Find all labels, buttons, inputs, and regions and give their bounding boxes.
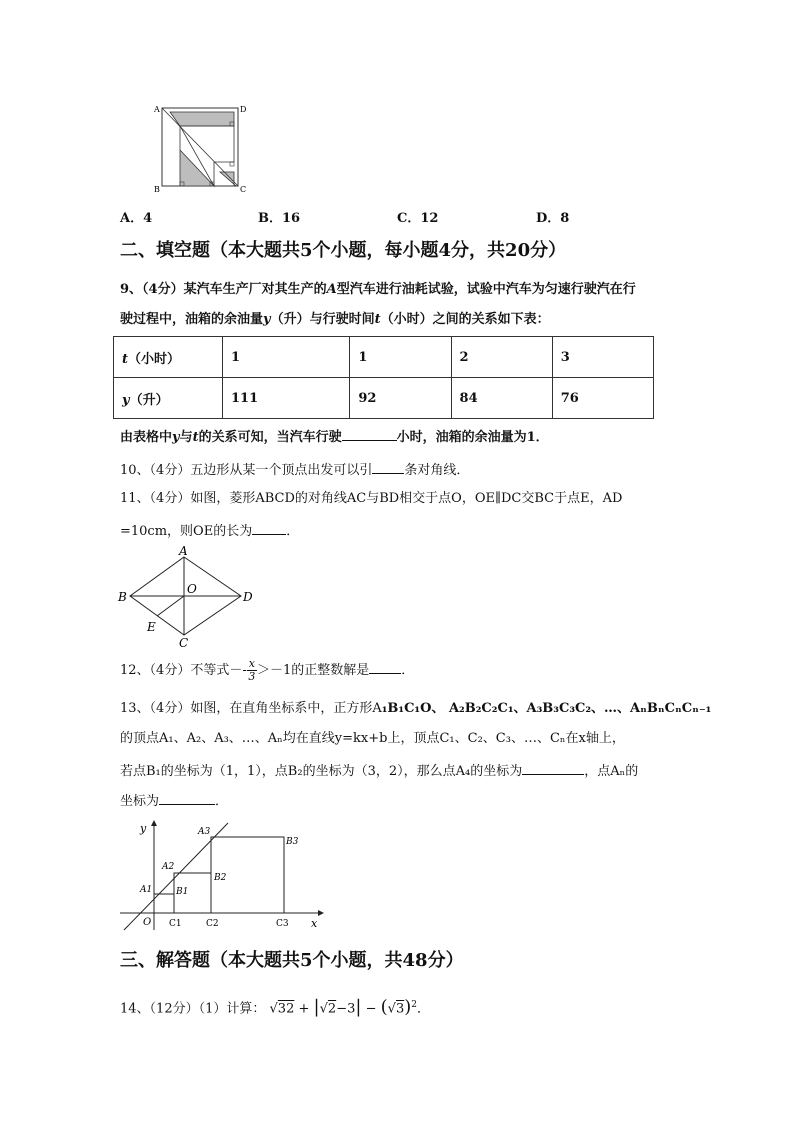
label-b: B xyxy=(154,185,160,194)
section3-title: 三、解答题（本大题共5个小题，共48分） xyxy=(120,950,464,971)
label-c: C xyxy=(179,636,189,650)
answer-blank[interactable] xyxy=(369,659,401,674)
figure-coordinate xyxy=(118,818,328,933)
label-c1: C1 xyxy=(169,919,182,929)
sqrt-symbol: √ xyxy=(269,1001,278,1017)
figure-rhombus xyxy=(115,545,260,650)
table-cell: 2 xyxy=(451,337,552,378)
label-b3: B3 xyxy=(286,837,299,847)
label-b: B xyxy=(118,590,127,604)
q11-line1: 11、（4分）如图，菱形ABCD的对角线AC与BD相交于点O，OE∥DC交BC于点E，AD xyxy=(120,491,623,506)
answer-blank[interactable] xyxy=(252,520,286,535)
choice-a[interactable]: A．4 xyxy=(120,211,153,226)
fraction: $\frac{x}{3}$ xyxy=(248,657,256,683)
table-row xyxy=(114,378,654,419)
label-b1: B1 xyxy=(176,887,189,897)
answer-blank[interactable] xyxy=(522,760,584,775)
table-cell: 1 xyxy=(350,337,451,378)
label-o: O xyxy=(187,582,197,596)
choice-b[interactable]: B．16 xyxy=(258,211,301,226)
q13-line3: 若点B₁的坐标为（1，1），点B₂的坐标为（3，2），那么点A₄的坐标为 ，点Aₙ的 xyxy=(120,760,638,782)
table-cell: 76 xyxy=(552,378,653,419)
label-b2: B2 xyxy=(214,873,227,883)
label-a3: A3 xyxy=(198,827,211,837)
q13-line4: 坐标为 ． xyxy=(120,790,228,812)
q9-line2: 驶过程中，油箱的余油量y（升）与行驶时间t（小时）之间的关系如下表： xyxy=(120,312,550,327)
label-d: D xyxy=(240,105,247,114)
choice-d[interactable]: D．8 xyxy=(536,211,570,226)
answer-blank[interactable] xyxy=(342,426,397,441)
table-cell: 3 xyxy=(552,337,653,378)
table-cell: 84 xyxy=(451,378,552,419)
q9-after: 由表格中y与t的关系可知，当汽车行驶 小时，油箱的余油量为1． xyxy=(120,426,549,448)
table-header-y: y（升） xyxy=(114,378,223,419)
label-a: A xyxy=(179,545,188,558)
label-c2: C2 xyxy=(206,919,219,929)
label-a: A xyxy=(154,105,160,114)
table-cell: 111 xyxy=(223,378,350,419)
table-row xyxy=(114,337,654,378)
q11-line2: =10cm，则OE的长为 ． xyxy=(120,520,299,542)
choice-c[interactable]: C．12 xyxy=(397,211,439,226)
q10: 10、（4分）五边形从某一个顶点出发可以引 条对角线． xyxy=(120,459,469,481)
label-a1: A1 xyxy=(140,885,153,895)
label-c: C xyxy=(240,185,247,194)
label-d: D xyxy=(243,590,253,604)
label-x: x xyxy=(311,917,318,930)
section2-title: 二、填空题（本大题共5个小题，每小题4分，共20分） xyxy=(120,240,567,261)
q9-table xyxy=(113,336,654,419)
q13-line1: 13、（4分）如图，在直角坐标系中，正方形A₁B₁C₁O、 A₂B₂C₂C₁、A₃B₃C₃C₂、…、AₙBₙCₙCₙ₋₁ xyxy=(120,701,712,716)
q9-line1: 9、（4分）某汽车生产厂对其生产的A型汽车进行油耗试验，试验中汽车为匀速行驶汽在行 xyxy=(120,282,636,297)
table-cell: 1 xyxy=(223,337,350,378)
q13-line2: 的顶点A₁、A₂、A₃、…、Aₙ均在直线y=kx+b上，顶点C₁、C₂、C₃、…、Cₙ在x轴上， xyxy=(120,731,625,746)
table-header-t: t（小时） xyxy=(114,337,223,378)
label-e: E xyxy=(147,620,156,634)
answer-blank[interactable] xyxy=(159,790,215,805)
label-o: O xyxy=(143,917,152,928)
q14: 14、（12分）（1）计算： $√32 + |√2-3| - (√3)^2$． xyxy=(120,996,431,1018)
label-c3: C3 xyxy=(276,919,289,929)
answer-blank[interactable] xyxy=(372,459,404,474)
label-a2: A2 xyxy=(162,862,175,872)
figure-square xyxy=(150,100,260,195)
label-y: y xyxy=(140,822,147,835)
q12: 12、（4分）不等式－- $\frac{x}{3}$ ＞－1的正整数解是 ． xyxy=(120,657,415,683)
table-cell: 92 xyxy=(350,378,451,419)
